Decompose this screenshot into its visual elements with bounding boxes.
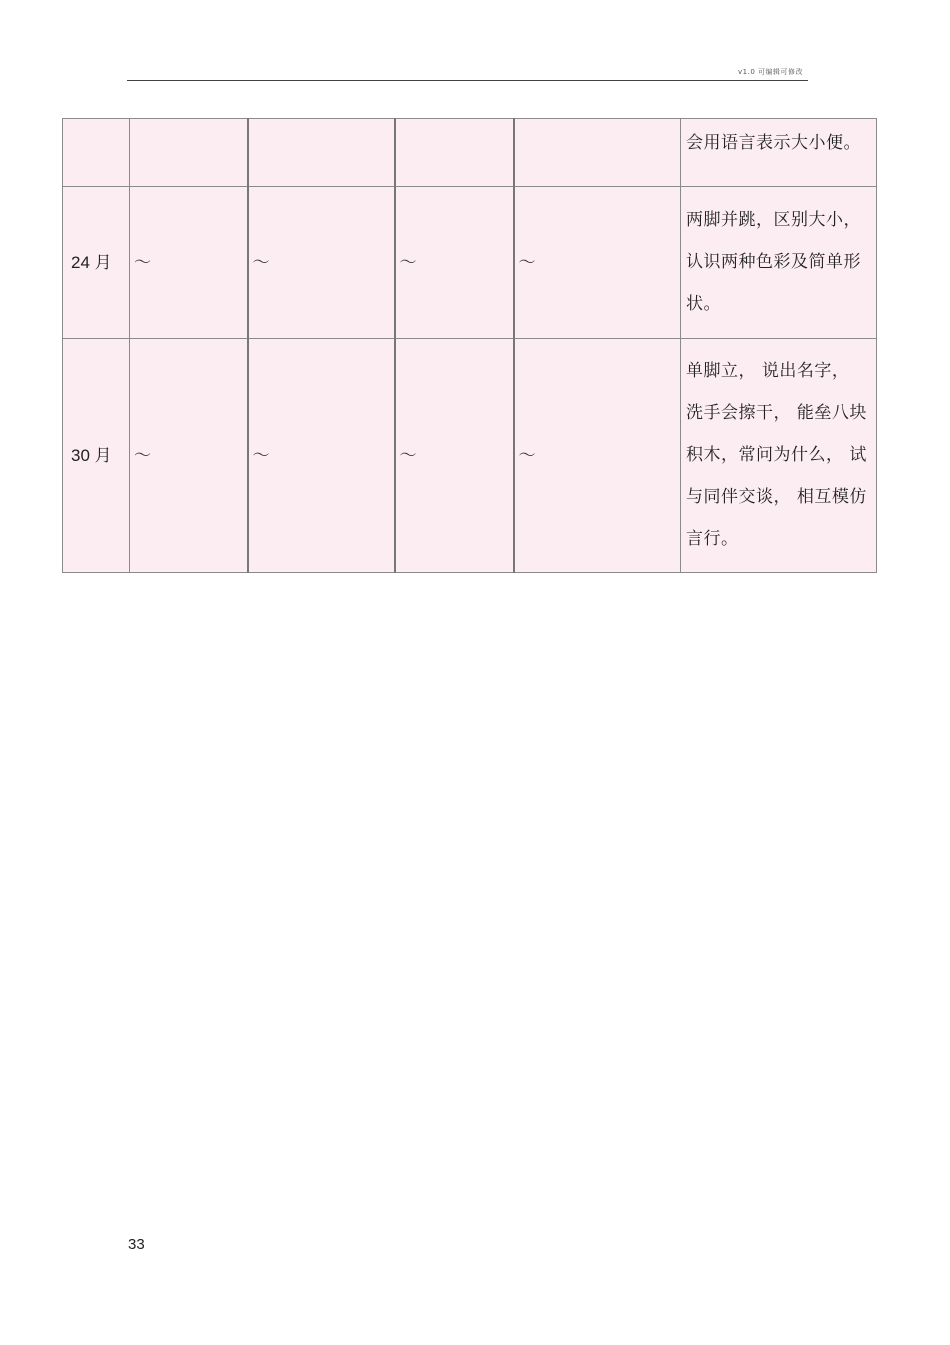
table-cell: ～ xyxy=(248,187,395,339)
table-row xyxy=(63,187,877,339)
table-cell: ～ xyxy=(130,339,248,573)
header-divider xyxy=(127,80,808,81)
table-cell: ～ xyxy=(395,187,514,339)
month-cell: 24 月 xyxy=(63,187,130,339)
table-row xyxy=(63,119,877,187)
table-cell: ～ xyxy=(514,339,681,573)
table-cell xyxy=(395,119,514,187)
table-cell: ～ xyxy=(248,339,395,573)
description-cell: 单脚立， 说出名字， 洗手会擦干， 能垒八块积木，常问为什么， 试与同伴交谈， 相互模仿言行。 xyxy=(681,339,877,573)
table-cell: ～ xyxy=(130,187,248,339)
description-cell: 两脚并跳，区别大小，认识两种色彩及简单形状。 xyxy=(681,187,877,339)
table-cell xyxy=(130,119,248,187)
month-cell xyxy=(63,119,130,187)
table-row xyxy=(63,339,877,573)
development-milestones-table xyxy=(62,118,877,573)
table-cell: ～ xyxy=(395,339,514,573)
month-cell: 30 月 xyxy=(63,339,130,573)
table-cell xyxy=(514,119,681,187)
page-number: 33 xyxy=(128,1236,145,1253)
table-cell: ～ xyxy=(514,187,681,339)
description-cell: 会用语言表示大小便。 xyxy=(681,119,877,187)
header-version-note: v1.0 可编辑可修改 xyxy=(738,68,803,76)
table-cell xyxy=(248,119,395,187)
